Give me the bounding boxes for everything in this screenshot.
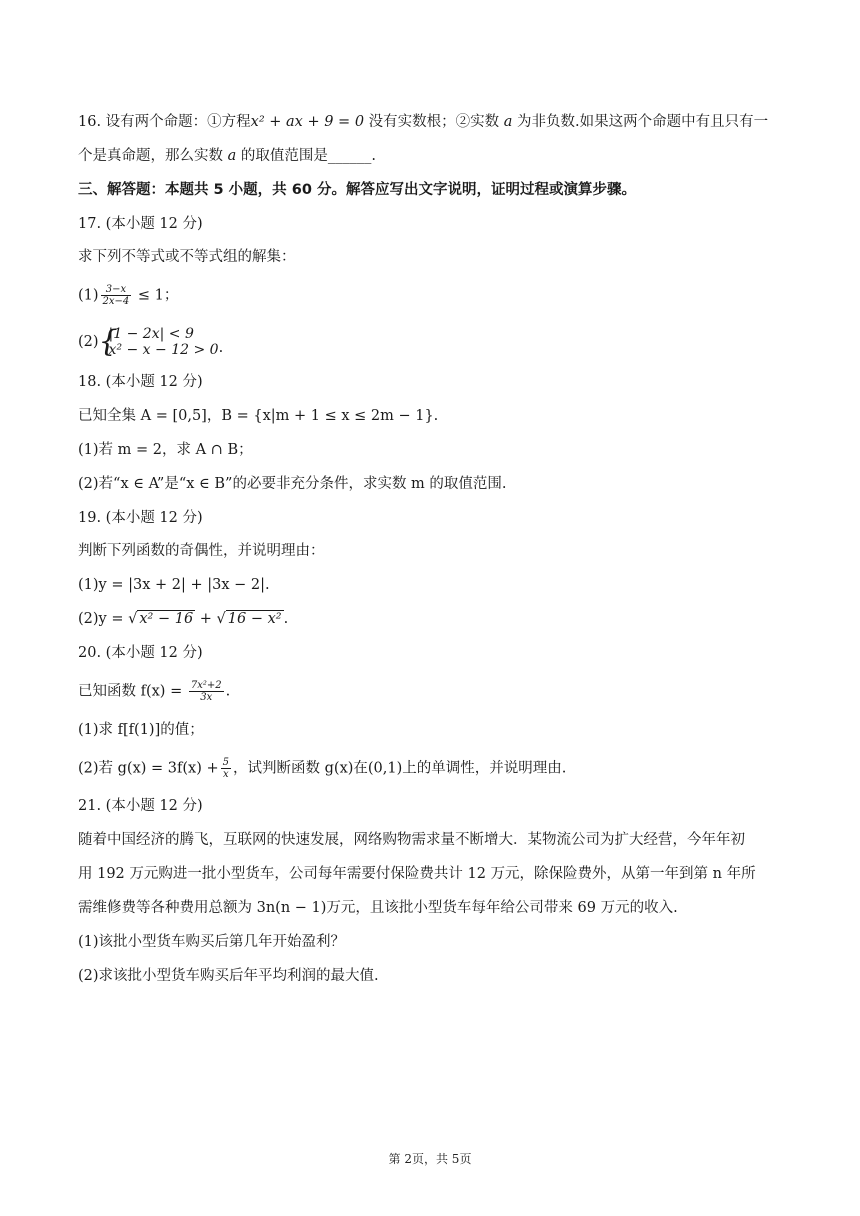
q21-line-2: 用 192 万元购进一批小型货车，公司每年需要付保险费共计 12 万元，除保险费外，从第一年到第 n 年所: [78, 866, 756, 882]
q20-p2-denominator: x: [223, 769, 229, 780]
q20-part-1: (1)求 f[f(1)]的值；: [78, 722, 204, 738]
q17-p2-prefix: (2): [78, 334, 99, 350]
q21-line-1: 随着中国经济的腾飞，互联网的快速发展，网络购物需求量不断增大．某物流公司为扩大经营，今年年初: [78, 832, 745, 848]
q17-p1-suffix: ≤ 1；: [137, 287, 179, 304]
q16-text-b: 没有实数根；②实数: [368, 114, 500, 130]
q18-title: 18. (本小题 12 分): [78, 374, 203, 390]
q19-p2-radical-1: x² − 16: [139, 611, 194, 627]
q20-given-fraction: [189, 680, 224, 703]
q19-part-1: (1)y = |3x + 2| + |3x − 2|.: [78, 577, 270, 593]
q18-part-2: (2)若“x ∈ A”是“x ∈ B”的必要非充分条件，求实数 m 的取值范围.: [78, 476, 507, 492]
q17-part-1: [78, 284, 800, 307]
q20-p2-fraction: [221, 757, 231, 780]
q16-text-a: 16. 设有两个命题：①方程: [78, 114, 251, 130]
q21-part-2: (2)求该批小型货车购买后年平均利润的最大值.: [78, 968, 379, 984]
q20-p2-numerator: 5: [222, 757, 230, 768]
q19-p2-suffix: .: [283, 611, 289, 627]
q18-part-1: (1)若 m = 2，求 A ∩ B；: [78, 442, 253, 458]
q20-numerator: 7x²+2: [190, 680, 222, 691]
q21-part-1: (1)该批小型货车购买后第几年开始盈利？: [78, 934, 346, 950]
q19-intro: 判断下列函数的奇偶性，并说明理由：: [78, 543, 325, 559]
q19-p2-radical-2: 16 − x²: [227, 611, 282, 627]
q20-given-suffix: .: [225, 683, 231, 700]
q20-part-2: [78, 757, 800, 780]
q16-line-2: [78, 146, 800, 166]
q21-line-3: 需维修费等各种费用总额为 3n(n − 1)万元，且该批小型货车每年给公司带来 69 万元的收入.: [78, 900, 678, 916]
q17-part-2: [78, 326, 800, 362]
q17-p1-prefix: (1): [78, 287, 99, 304]
q20-given: [78, 680, 800, 703]
q17-p2-row-1: |1 − 2x| < 9: [108, 326, 194, 342]
page-footer: 第 2页，共 5页: [388, 1152, 472, 1166]
brace-icon: {: [98, 324, 118, 359]
q19-part-2: (2)y = √ x² − 16 + √ 16 − x² .: [78, 611, 289, 627]
q17-p1-numerator: 3−x: [101, 284, 132, 296]
q19-title: 19. (本小题 12 分): [78, 510, 203, 526]
q21-title: 21. (本小题 12 分): [78, 798, 203, 814]
q17-intro: 求下列不等式或不等式组的解集：: [78, 249, 296, 265]
q19-p2-prefix: (2)y =: [78, 611, 129, 627]
q17-title: 17. (本小题 12 分): [78, 216, 203, 232]
q16-text-c: 为非负数.如果这两个命题中有且只有一: [517, 114, 769, 130]
q17-p2-row-2: x² − x − 12 > 0: [108, 342, 219, 358]
q17-p2-suffix: .: [218, 340, 224, 356]
q18-given: 已知全集 A = [0,5]，B = {x|m + 1 ≤ x ≤ 2m − 1}.: [78, 408, 439, 424]
section-3-heading: 三、解答题：本题共 5 小题，共 60 分。解答应写出文字说明，证明过程或演算步骤。: [78, 182, 636, 198]
q17-p1-denominator: 2x−4: [102, 296, 130, 307]
q20-denominator: 3x: [200, 692, 213, 703]
q19-p2-plus: +: [195, 611, 217, 627]
q16-text-d: 个是真命题，那么实数: [78, 148, 223, 164]
q16-var-a: a: [503, 114, 513, 130]
q20-title: 20. (本小题 12 分): [78, 645, 203, 661]
q20-p2-prefix: (2)若 g(x) = 3f(x) +: [78, 760, 219, 777]
q16-equation: x² + ax + 9 = 0: [250, 114, 365, 130]
q20-p2-suffix: ，试判断函数 g(x)在(0,1)上的单调性，并说明理由.: [233, 760, 567, 777]
q16-var-a-2: a: [227, 148, 237, 164]
q16-text-e: 的取值范围是______.: [240, 148, 376, 164]
q17-p2-system: [99, 326, 219, 358]
q17-p1-fraction: [101, 284, 132, 307]
q16-line-1: [78, 112, 800, 132]
q20-given-prefix: 已知函数 f(x) =: [78, 683, 187, 700]
